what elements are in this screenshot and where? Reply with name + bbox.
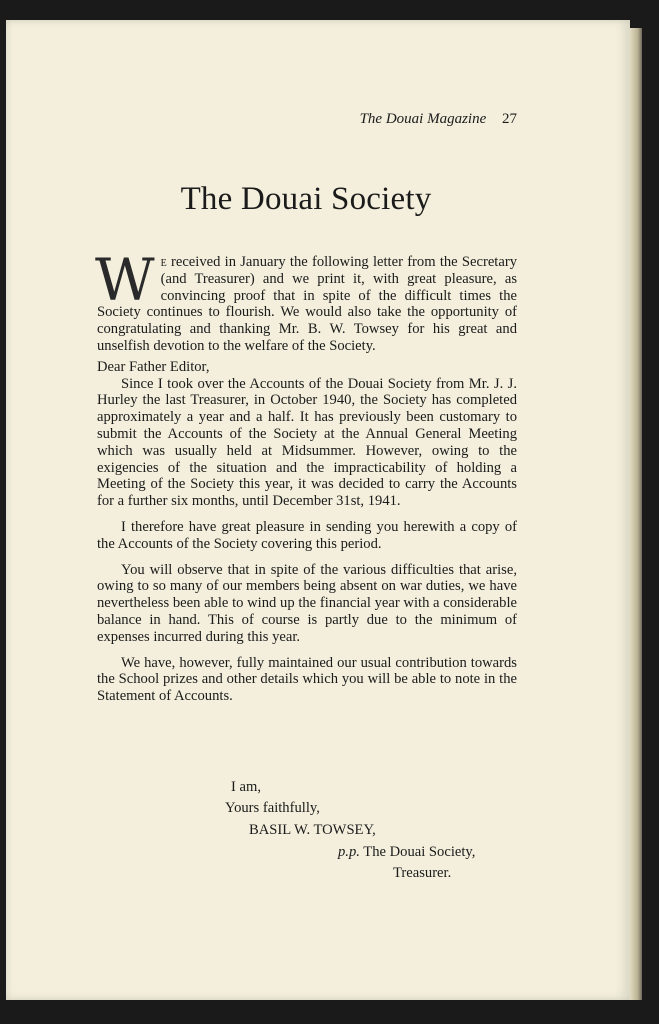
signoff-role: Treasurer. (393, 865, 452, 881)
signoff-pp-line (338, 844, 475, 861)
book-page-edges (628, 28, 642, 1000)
article-title: The Douai Society (180, 181, 432, 217)
article-body (95, 246, 517, 705)
signoff-name: BASIL W. TOWSEY, (249, 822, 376, 838)
signoff-pp: p.p. (338, 844, 360, 860)
running-header (360, 111, 517, 128)
page-number: 27 (502, 111, 517, 127)
letter-greeting: Dear Father Editor, (97, 358, 210, 375)
letter-paragraph: You will observe that in spite of the various difficulties that arise, owing to so many of our members being absent on war duties, we have nevertheless been able to wind up the financial year with a considerable balance in hand. This of course is partly due to the minimum of expenses incurred during this year. (97, 561, 517, 645)
letter-paragraph: I therefore have great pleasure in sending you herewith a copy of the Accounts of the Society covering this period. (97, 518, 517, 552)
signoff-line: I am, (231, 779, 261, 795)
signoff-org: The Douai Society, (363, 844, 476, 860)
letter-paragraph: We have, however, fully maintained our usual contribution towards the School prizes and other details which you will be able to note in the Statement of Accounts. (97, 654, 517, 705)
intro-text: received in January the following letter from the Secretary (and Treasurer) and we print it, with great pleasure, as convincing proof that in spite of the difficult times the Society continues to flourish. We would also take the opportunity of congratulating and thanking Mr. B. W. Towsey for his great and unselfish devotion to the welfare of the Society. (97, 254, 517, 354)
drop-cap: W (95, 246, 155, 314)
intro-paragraph (95, 246, 517, 355)
letter-paragraph: Since I took over the Accounts of the Douai Society from Mr. J. J. Hurley the last Treasurer, in October 1940, the Society has completed approximately a year and a half. It has previously been customary to submit the Accounts of the Society at the Annual General Meeting which was usually held at Midsummer. However, owing to the exigencies of the situation and the impracticability of holding a Meeting of the Society this year, it was decided to carry the Accounts for a further six months, until December 31st, 1941. (97, 375, 517, 510)
intro-lead: e (160, 254, 167, 270)
signoff-closing: Yours faithfully, (225, 800, 320, 816)
document-page (6, 20, 630, 1000)
magazine-name: The Douai Magazine (359, 111, 487, 127)
